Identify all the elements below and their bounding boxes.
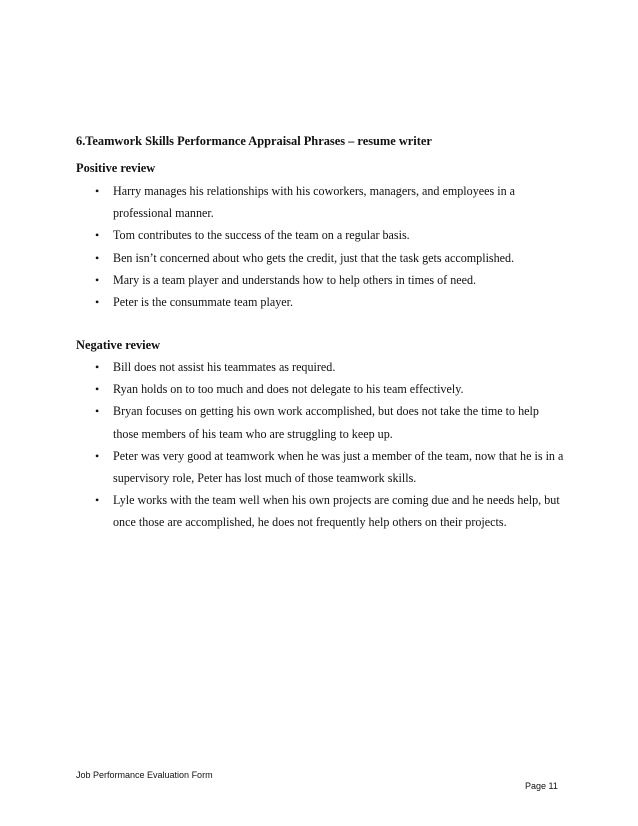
list-item-text: Bill does not assist his teammates as required. <box>113 360 336 374</box>
list-item <box>95 445 565 489</box>
bullet-icon: • <box>95 184 100 198</box>
bullet-icon: • <box>95 404 100 419</box>
bullet-icon: • <box>95 228 100 243</box>
positive-review-list <box>95 180 565 313</box>
list-item-text: Ryan holds on to too much and does not delegate to his team effectively. <box>113 382 464 397</box>
negative-review-title: Negative review <box>76 338 161 352</box>
list-item-text: Harry manages his relationships with his coworkers, managers, and employees in a professional manner. <box>113 184 516 221</box>
list-item <box>95 356 565 378</box>
list-item <box>95 400 565 444</box>
list-item-text: Peter is the consummate team player. <box>113 295 294 310</box>
list-item-text: Tom contributes to the success of the team on a regular basis. <box>113 228 410 243</box>
list-item-text: Mary is a team player and understands how to help others in times of need. <box>113 272 477 287</box>
list-item <box>95 489 565 533</box>
bullet-icon: • <box>95 250 100 265</box>
list-item <box>95 224 565 246</box>
footer-page-number: Page 11 <box>525 781 558 791</box>
list-item <box>95 247 565 269</box>
list-item <box>95 269 565 291</box>
list-item-text: Bryan focuses on getting his own work accomplished, but does not take the time to help those members of his team who are struggling to keep up. <box>113 404 539 441</box>
positive-review-title: Positive review <box>76 161 156 175</box>
negative-review-list <box>95 356 565 534</box>
list-item <box>95 180 565 224</box>
bullet-icon: • <box>95 360 100 374</box>
bullet-icon: • <box>95 448 100 463</box>
list-item-text: Ben isn’t concerned about who gets the credit, just that the task gets accomplished. <box>113 250 515 265</box>
list-item <box>95 378 565 400</box>
bullet-icon: • <box>95 272 100 287</box>
document-heading: 6.Teamwork Skills Performance Appraisal Phrases – resume writer <box>76 134 432 148</box>
footer-form-name: Job Performance Evaluation Form <box>76 770 213 780</box>
list-item-text: Lyle works with the team well when his own projects are coming due and he needs help, but once those are accomplished, he does not frequently help others on their projects. <box>113 493 560 530</box>
bullet-icon: • <box>95 382 100 397</box>
bullet-icon: • <box>95 493 100 508</box>
list-item <box>95 291 565 313</box>
list-item-text: Peter was very good at teamwork when he was just a member of the team, now that he is in a supervisory role, Peter has lost much of those teamwork skills. <box>113 448 564 486</box>
bullet-icon: • <box>95 295 100 310</box>
